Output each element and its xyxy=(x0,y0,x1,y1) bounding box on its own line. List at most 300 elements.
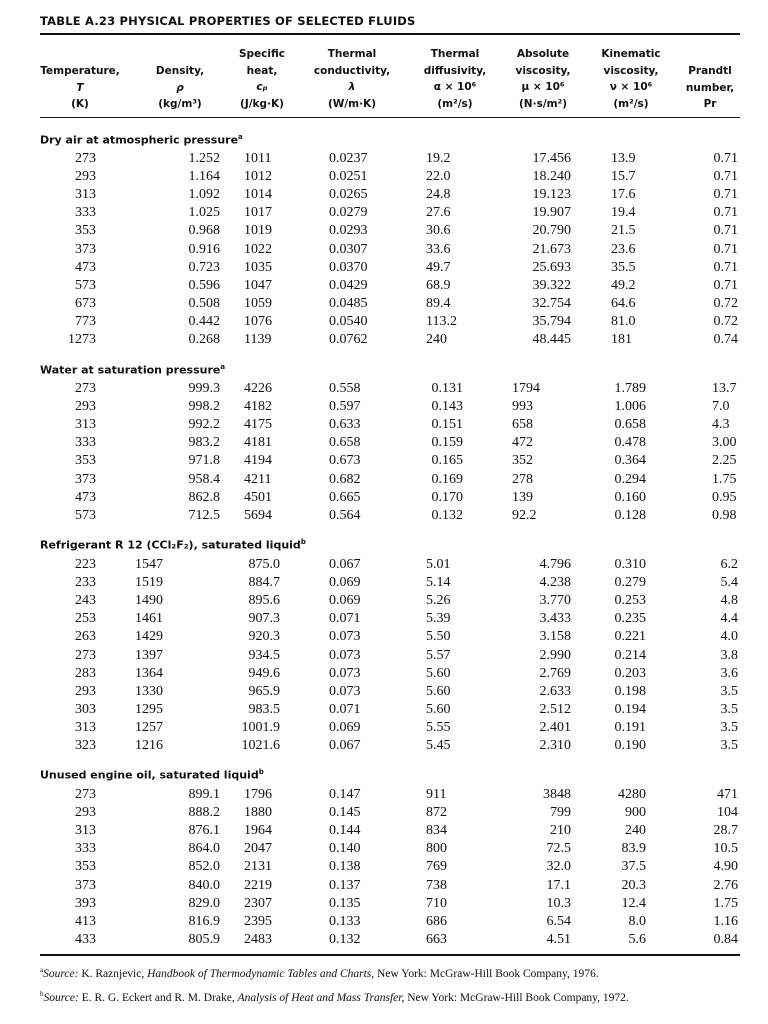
table-cell: 0.0540 xyxy=(329,313,368,329)
table-cell: 816.9 xyxy=(188,913,220,929)
table-cell: 1139 xyxy=(244,332,272,347)
column-header-line: Specific xyxy=(238,48,286,60)
table-row xyxy=(0,701,768,719)
table-cell: 19.123 xyxy=(532,187,571,203)
column-header-line: (N·s/m²) xyxy=(519,97,567,110)
section-title xyxy=(40,538,306,552)
table-cell: 3.5 xyxy=(720,683,738,699)
table-cell: 15.7 xyxy=(611,169,636,185)
footnote-title: Handbook of Thermodynamic Tables and Charts, xyxy=(147,967,375,980)
table-cell: 33.6 xyxy=(426,241,451,257)
table-cell: 0.658 xyxy=(614,417,646,433)
table-cell: 273 xyxy=(75,787,96,802)
column-header-line: cₚ xyxy=(256,81,268,93)
table-cell: 0.191 xyxy=(614,719,646,735)
table-cell: 12.4 xyxy=(621,895,646,911)
table-cell: 472 xyxy=(512,435,533,451)
table-cell: 313 xyxy=(75,417,96,433)
table-cell: 0.132 xyxy=(329,931,361,947)
table-cell: 0.0762 xyxy=(329,332,368,347)
table-cell: 181 xyxy=(611,332,632,347)
table-cell: 3.00 xyxy=(712,435,737,451)
table-cell: 0.71 xyxy=(713,205,738,221)
table-cell: 0.723 xyxy=(188,259,220,275)
table-cell: 17.1 xyxy=(546,877,571,893)
table-cell: 5.60 xyxy=(426,701,451,717)
table-cell: 4280 xyxy=(618,787,646,802)
table-row xyxy=(0,840,768,858)
table-cell: 3.5 xyxy=(720,701,738,717)
table-cell: 673 xyxy=(75,295,96,311)
table-cell: 473 xyxy=(75,489,96,505)
table-cell: 0.633 xyxy=(329,417,361,433)
column-header-5 xyxy=(410,46,500,112)
table-row xyxy=(0,719,768,737)
table-row xyxy=(0,556,768,574)
table-cell: 573 xyxy=(75,277,96,293)
table-cell: 223 xyxy=(75,557,96,572)
table-cell: 240 xyxy=(426,332,447,347)
table-cell: 4.51 xyxy=(546,931,571,947)
table-cell: 473 xyxy=(75,259,96,275)
table-cell: 5.55 xyxy=(426,719,451,735)
table-cell: 0.069 xyxy=(329,593,361,609)
table-cell: 1364 xyxy=(135,665,163,681)
column-header-line: diffusivity, xyxy=(423,64,487,77)
column-header-line: Thermal xyxy=(327,48,377,60)
table-cell: 686 xyxy=(426,913,447,929)
table-cell: 3.158 xyxy=(539,629,571,645)
table-row xyxy=(0,295,768,313)
table-cell: 21.5 xyxy=(611,223,636,239)
table-cell: 353 xyxy=(75,859,96,875)
table-cell: 0.71 xyxy=(713,223,738,239)
table-cell: 3.6 xyxy=(720,665,738,681)
table-cell: 1017 xyxy=(244,205,272,221)
table-cell: 0.596 xyxy=(188,277,220,293)
table-cell: 19.907 xyxy=(532,205,571,221)
column-header-line: T xyxy=(76,81,84,94)
footnote-mark: b xyxy=(40,990,44,998)
table-cell: 1216 xyxy=(135,738,163,753)
table-cell: 83.9 xyxy=(621,841,646,857)
table-cell: 3848 xyxy=(543,787,571,802)
table-cell: 1.75 xyxy=(712,471,737,487)
table-cell: 0.067 xyxy=(329,557,361,572)
table-cell: 3.8 xyxy=(720,647,738,663)
section-title-text: Unused engine oil, saturated liquid xyxy=(40,768,259,782)
table-cell: 895.6 xyxy=(248,593,280,609)
table-cell: 5.57 xyxy=(426,647,451,663)
table-cell: 18.240 xyxy=(532,169,571,185)
table-cell: 0.073 xyxy=(329,683,361,699)
column-header-line: Thermal xyxy=(430,48,480,60)
table-cell: 303 xyxy=(75,701,96,717)
table-cell: 1001.9 xyxy=(241,719,280,735)
table-cell: 240 xyxy=(625,823,646,839)
table-row xyxy=(0,683,768,701)
table-cell: 862.8 xyxy=(188,489,220,505)
column-header-line: viscosity, xyxy=(515,64,571,77)
table-cell: 22.0 xyxy=(426,169,451,185)
table-cell: 1035 xyxy=(244,259,272,275)
table-cell: 7.0 xyxy=(712,399,730,415)
table-cell: 20.790 xyxy=(532,223,571,239)
table-row xyxy=(0,222,768,240)
column-header-line: Absolute xyxy=(516,48,570,60)
table-cell: 0.71 xyxy=(713,151,738,166)
table-cell: 769 xyxy=(426,859,447,875)
table-cell: 573 xyxy=(75,507,96,523)
table-row xyxy=(0,416,768,434)
table-cell: 89.4 xyxy=(426,295,451,311)
table-cell: 1059 xyxy=(244,295,272,311)
column-header-line: number, xyxy=(685,81,735,94)
table-cell: 17.6 xyxy=(611,187,636,203)
table-cell: 2.512 xyxy=(539,701,571,717)
table-row xyxy=(0,150,768,168)
footnote-marker: a xyxy=(220,363,226,371)
table-cell: 971.8 xyxy=(188,453,220,469)
table-cell: 0.151 xyxy=(431,417,463,433)
footnote-marker: b xyxy=(300,538,306,546)
table-cell: 333 xyxy=(75,841,96,857)
column-header-line: Pr xyxy=(703,98,717,110)
column-header-line: heat, xyxy=(246,64,278,77)
table-cell: 1.025 xyxy=(188,205,220,221)
table-cell: 0.294 xyxy=(614,471,646,487)
section-title xyxy=(40,363,225,377)
table-cell: 0.71 xyxy=(713,169,738,185)
table-cell: 998.2 xyxy=(188,399,220,415)
table-cell: 3.5 xyxy=(720,738,738,753)
table-cell: 68.9 xyxy=(426,277,451,293)
table-cell: 32.754 xyxy=(532,295,571,311)
table-cell: 0.558 xyxy=(329,381,361,396)
table-cell: 139 xyxy=(512,489,533,505)
table-cell: 0.071 xyxy=(329,701,361,717)
table-cell: 0.160 xyxy=(614,489,646,505)
table-cell: 0.968 xyxy=(188,223,220,239)
column-header-line: λ xyxy=(348,81,356,93)
table-cell: 333 xyxy=(75,435,96,451)
table-row xyxy=(0,313,768,331)
table-cell: 999.3 xyxy=(188,381,220,396)
table-cell: 934.5 xyxy=(248,647,280,663)
table-cell: 0.194 xyxy=(614,701,646,717)
table-cell: 39.322 xyxy=(532,277,571,293)
table-cell: 104 xyxy=(717,805,738,821)
table-row xyxy=(0,610,768,628)
table-cell: 1429 xyxy=(135,629,163,645)
table-cell: 840.0 xyxy=(188,877,220,893)
table-cell: 0.658 xyxy=(329,435,361,451)
table-cell: 313 xyxy=(75,187,96,203)
table-cell: 800 xyxy=(426,841,447,857)
table-cell: 0.235 xyxy=(614,611,646,627)
footnote-marker: b xyxy=(258,768,264,776)
table-row xyxy=(0,204,768,222)
footnote-title: Analysis of Heat and Mass Transfer, xyxy=(237,991,405,1004)
table-cell: 293 xyxy=(75,805,96,821)
footnote xyxy=(40,966,599,980)
table-cell: 2395 xyxy=(244,913,272,929)
table-cell: 35.794 xyxy=(532,313,571,329)
table-cell: 2.401 xyxy=(539,719,571,735)
table-cell: 19.2 xyxy=(426,151,451,166)
table-cell: 1519 xyxy=(135,575,163,591)
table-cell: 5.60 xyxy=(426,683,451,699)
table-cell: 0.98 xyxy=(712,507,737,523)
table-cell: 1022 xyxy=(244,241,272,257)
table-cell: 738 xyxy=(426,877,447,893)
section-title xyxy=(40,133,243,147)
table-cell: 0.169 xyxy=(431,471,463,487)
table-cell: 210 xyxy=(550,823,571,839)
section-title-text: Water at saturation pressure xyxy=(40,363,221,377)
table-cell: 49.2 xyxy=(611,277,636,293)
table-cell: 1461 xyxy=(135,611,163,627)
table-caption: TABLE A.23 PHYSICAL PROPERTIES OF SELECTED FLUIDS xyxy=(40,14,416,28)
table-cell: 4211 xyxy=(244,471,272,487)
table-cell: 3.433 xyxy=(539,611,571,627)
table-row xyxy=(0,380,768,398)
table-cell: 0.0370 xyxy=(329,259,368,275)
table-cell: 35.5 xyxy=(611,259,636,275)
table-cell: 373 xyxy=(75,877,96,893)
table-cell: 352 xyxy=(512,453,533,469)
column-header-line: Density, xyxy=(155,65,205,77)
table-cell: 293 xyxy=(75,399,96,415)
column-header-line: Prandtl xyxy=(688,65,732,77)
table-cell: 872 xyxy=(426,805,447,821)
table-row xyxy=(0,786,768,804)
table-cell: 1397 xyxy=(135,647,163,663)
table-cell: 5.45 xyxy=(426,738,451,753)
table-row xyxy=(0,331,768,349)
table-cell: 0.0307 xyxy=(329,241,368,257)
table-cell: 0.71 xyxy=(713,277,738,293)
table-cell: 13.9 xyxy=(611,151,636,166)
table-cell: 433 xyxy=(75,931,96,947)
table-cell: 4.8 xyxy=(720,593,738,609)
table-cell: 5.14 xyxy=(426,575,451,591)
table-cell: 1547 xyxy=(135,557,163,572)
table-cell: 983.2 xyxy=(188,435,220,451)
table-cell: 471 xyxy=(717,787,738,802)
table-cell: 92.2 xyxy=(512,507,537,523)
table-cell: 25.693 xyxy=(532,259,571,275)
table-cell: 1047 xyxy=(244,277,272,293)
table-cell: 2307 xyxy=(244,895,272,911)
table-cell: 0.132 xyxy=(431,507,463,523)
table-row xyxy=(0,895,768,913)
table-row xyxy=(0,434,768,452)
table-cell: 0.279 xyxy=(614,575,646,591)
table-cell: 5.01 xyxy=(426,557,451,572)
table-cell: 2.310 xyxy=(539,738,571,753)
table-cell: 413 xyxy=(75,913,96,929)
column-header-7 xyxy=(586,46,676,112)
footnote-marker: a xyxy=(238,133,243,141)
table-cell: 0.214 xyxy=(614,647,646,663)
table-cell: 32.0 xyxy=(546,859,571,875)
table-cell: 373 xyxy=(75,471,96,487)
table-row xyxy=(0,489,768,507)
header-rule xyxy=(40,117,740,118)
table-cell: 24.8 xyxy=(426,187,451,203)
table-cell: 5.60 xyxy=(426,665,451,681)
table-cell: 0.0237 xyxy=(329,151,368,166)
column-header-6 xyxy=(498,46,588,112)
table-cell: 1.252 xyxy=(188,151,220,166)
table-cell: 353 xyxy=(75,223,96,239)
table-cell: 293 xyxy=(75,683,96,699)
table-row xyxy=(0,858,768,876)
table-cell: 1295 xyxy=(135,701,163,717)
table-cell: 0.95 xyxy=(712,489,737,505)
table-cell: 0.140 xyxy=(329,841,361,857)
table-cell: 0.71 xyxy=(713,241,738,257)
table-cell: 81.0 xyxy=(611,313,636,329)
table-cell: 958.4 xyxy=(188,471,220,487)
table-cell: 949.6 xyxy=(248,665,280,681)
table-cell: 0.682 xyxy=(329,471,361,487)
table-cell: 0.165 xyxy=(431,453,463,469)
table-cell: 0.203 xyxy=(614,665,646,681)
column-header-1 xyxy=(35,63,125,113)
table-cell: 0.72 xyxy=(713,295,738,311)
table-row xyxy=(0,398,768,416)
table-cell: 1.164 xyxy=(188,169,220,185)
table-cell: 4501 xyxy=(244,489,272,505)
table-cell: 4181 xyxy=(244,435,272,451)
table-cell: 4.3 xyxy=(712,417,730,433)
table-cell: 293 xyxy=(75,169,96,185)
table-cell: 278 xyxy=(512,471,533,487)
table-cell: 1.16 xyxy=(713,913,738,929)
table-cell: 0.138 xyxy=(329,859,361,875)
table-cell: 0.310 xyxy=(614,557,646,572)
table-cell: 37.5 xyxy=(621,859,646,875)
table-cell: 864.0 xyxy=(188,841,220,857)
table-cell: 1490 xyxy=(135,593,163,609)
table-cell: 283 xyxy=(75,665,96,681)
table-cell: 4182 xyxy=(244,399,272,415)
table-row xyxy=(0,822,768,840)
table-cell: 0.190 xyxy=(614,738,646,753)
table-row xyxy=(0,471,768,489)
table-cell: 21.673 xyxy=(532,241,571,257)
table-cell: 393 xyxy=(75,895,96,911)
table-cell: 313 xyxy=(75,823,96,839)
table-cell: 0.128 xyxy=(614,507,646,523)
column-header-line: μ × 10⁶ xyxy=(521,81,565,93)
table-cell: 0.364 xyxy=(614,453,646,469)
table-cell: 0.0293 xyxy=(329,223,368,239)
table-cell: 263 xyxy=(75,629,96,645)
table-cell: 0.067 xyxy=(329,738,361,753)
table-cell: 712.5 xyxy=(188,507,220,523)
table-cell: 0.137 xyxy=(329,877,361,893)
table-cell: 0.0265 xyxy=(329,187,368,203)
column-header-line: (m²/s) xyxy=(613,97,649,110)
table-cell: 1.75 xyxy=(713,895,738,911)
table-row xyxy=(0,913,768,931)
table-cell: 0.84 xyxy=(713,931,738,947)
table-cell: 30.6 xyxy=(426,223,451,239)
table-cell: 5.4 xyxy=(720,575,738,591)
table-cell: 1964 xyxy=(244,823,272,839)
footnote-prefix: Source: xyxy=(43,967,79,980)
table-cell: 3.5 xyxy=(720,719,738,735)
column-header-line: Kinematic xyxy=(601,48,661,60)
table-cell: 799 xyxy=(550,805,571,821)
table-cell: 353 xyxy=(75,453,96,469)
table-cell: 5.50 xyxy=(426,629,451,645)
table-cell: 0.145 xyxy=(329,805,361,821)
table-cell: 2219 xyxy=(244,877,272,893)
table-cell: 0.564 xyxy=(329,507,361,523)
table-cell: 4226 xyxy=(244,381,272,396)
table-cell: 17.456 xyxy=(532,151,571,166)
table-cell: 23.6 xyxy=(611,241,636,257)
table-cell: 4.90 xyxy=(713,859,738,875)
table-cell: 0.916 xyxy=(188,241,220,257)
footnote-mark: a xyxy=(40,966,44,974)
table-row xyxy=(0,931,768,949)
table-cell: 0.71 xyxy=(713,259,738,275)
table-cell: 1794 xyxy=(512,381,540,396)
table-cell: 899.1 xyxy=(188,787,220,802)
table-row xyxy=(0,241,768,259)
table-cell: 0.159 xyxy=(431,435,463,451)
table-cell: 0.198 xyxy=(614,683,646,699)
table-row xyxy=(0,507,768,525)
table-cell: 0.0429 xyxy=(329,277,368,293)
table-cell: 4194 xyxy=(244,453,272,469)
table-cell: 6.2 xyxy=(720,557,738,572)
table-cell: 0.221 xyxy=(614,629,646,645)
table-cell: 3.770 xyxy=(539,593,571,609)
table-cell: 1257 xyxy=(135,719,163,735)
footnote-text2: New York: McGraw-Hill Book Company, 1972. xyxy=(404,991,629,1004)
table-cell: 273 xyxy=(75,647,96,663)
table-cell: 1330 xyxy=(135,683,163,699)
table-cell: 313 xyxy=(75,719,96,735)
table-cell: 10.3 xyxy=(546,895,571,911)
section-title-text: Dry air at atmospheric pressure xyxy=(40,133,239,147)
table-cell: 6.54 xyxy=(546,913,571,929)
column-header-line: ν × 10⁶ xyxy=(609,81,653,93)
table-cell: 663 xyxy=(426,931,447,947)
table-cell: 2.25 xyxy=(712,453,737,469)
table-cell: 1019 xyxy=(244,223,272,239)
table-cell: 875.0 xyxy=(248,557,280,572)
table-cell: 983.5 xyxy=(248,701,280,717)
column-header-line: viscosity, xyxy=(603,64,659,77)
table-row xyxy=(0,804,768,822)
table-cell: 911 xyxy=(426,787,447,802)
table-cell: 0.143 xyxy=(431,399,463,415)
table-cell: 1011 xyxy=(244,151,272,166)
column-header-4 xyxy=(302,46,402,112)
table-cell: 4.0 xyxy=(720,629,738,645)
table-cell: 1021.6 xyxy=(241,738,280,753)
table-row xyxy=(0,574,768,592)
table-row xyxy=(0,628,768,646)
table-cell: 658 xyxy=(512,417,533,433)
